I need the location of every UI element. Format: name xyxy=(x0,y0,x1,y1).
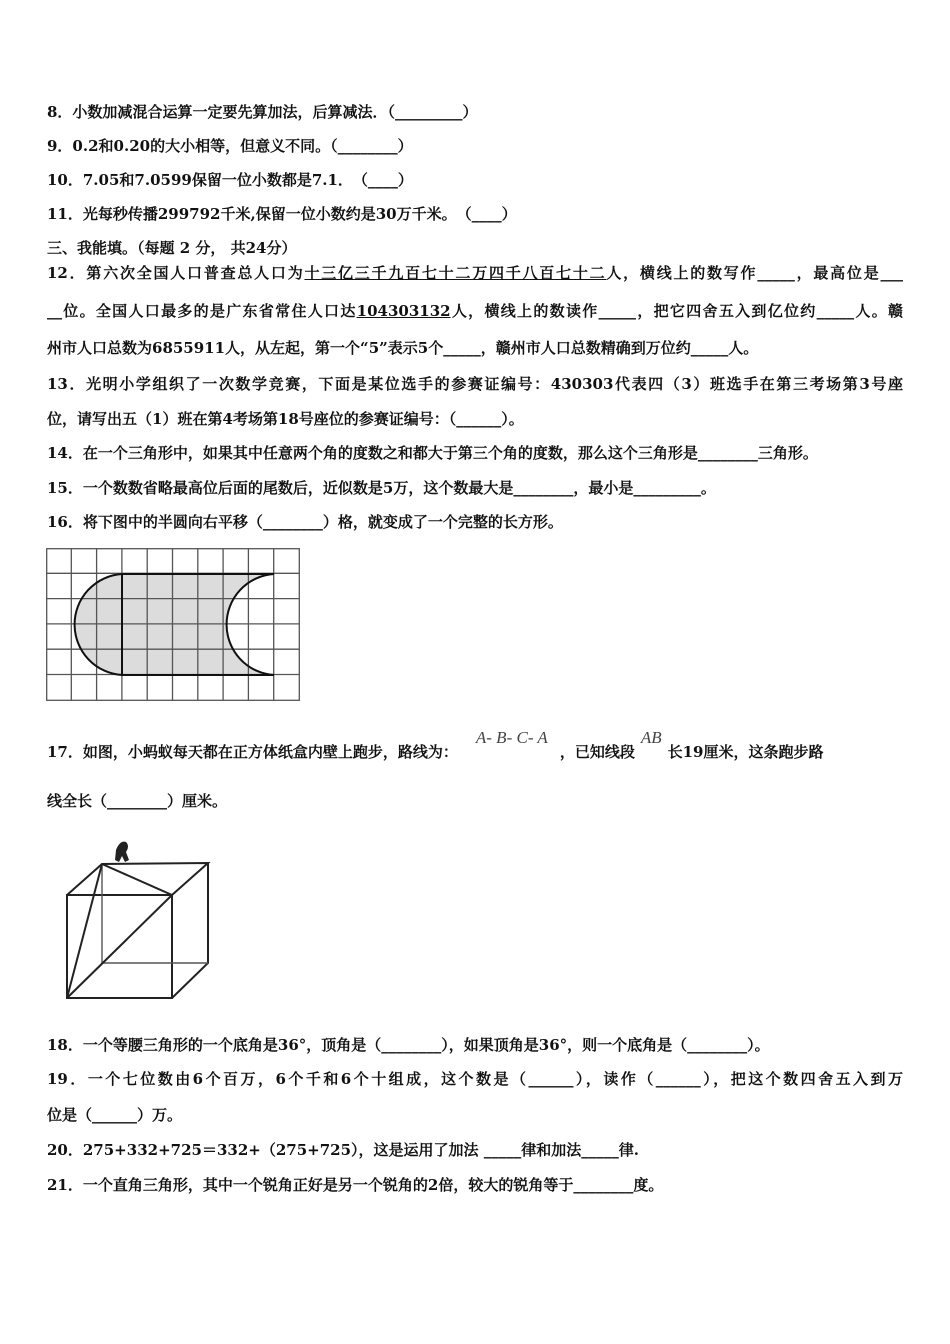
text: __位。全国人口最多的是广东省常住人口达 xyxy=(47,302,357,320)
grid-lines xyxy=(46,548,299,700)
question-8: 8．小数加减混合运算一定要先算加法，后算减法．（_________） xyxy=(47,103,478,121)
question-10: 10．7.05和7.0599保留一位小数都是7.1． （____） xyxy=(47,171,413,189)
question-17-line2: 线全长（________）厘米。 xyxy=(47,792,228,810)
question-15: 15．一个数数省略最高位后面的尾数后，近似数是5万，这个数最大是________，最小是_________。 xyxy=(47,479,716,497)
text: 人，横线上的数读作_____，把它四舍五入到亿位约_____人。赣 xyxy=(450,302,903,320)
question-12-line2 xyxy=(47,301,903,321)
segment-formula: AB xyxy=(640,728,662,747)
text: 人，横线上的数写作_____，最高位是___ xyxy=(606,264,903,282)
question-19-line1: 19．一个七位数由6个百万，6个千和6个十组成，这个数是（______），读作（______），把这个数四舍五入到万 xyxy=(47,1070,903,1088)
question-20: 20．275+332+725＝332+（275+725），这是运用了加法 _____律和加法_____律. xyxy=(47,1141,639,1159)
text: ，已知线段 xyxy=(559,743,635,761)
text: 长19厘米，这条跑步路 xyxy=(667,743,824,761)
question-13-line2: 位，请写出五（1）班在第4考场第18号座位的参赛证编号：（______）。 xyxy=(47,410,524,428)
question-17-line1 xyxy=(47,728,824,762)
question-19-line2: 位是（______）万。 xyxy=(47,1106,183,1124)
question-12-line1 xyxy=(47,263,903,283)
grid-figure xyxy=(46,548,300,702)
section-3-heading: 三、我能填。（每题 2 分， 共24分） xyxy=(47,239,297,257)
question-11: 11．光每秒传播299792千米,保留一位小数约是30万千米。 （____） xyxy=(47,205,517,223)
question-14: 14．在一个三角形中，如果其中任意两个角的度数之和都大于第三个角的度数，那么这个三角形是________三角形。 xyxy=(47,444,818,462)
question-21: 21．一个直角三角形，其中一个锐角正好是另一个锐角的2倍，较大的锐角等于________度。 xyxy=(47,1176,664,1194)
underlined-number: 十三亿三千九百七十二万四千八百七十二 xyxy=(304,264,607,282)
ant-icon xyxy=(115,842,129,862)
question-18: 18．一个等腰三角形的一个底角是36°，顶角是（________），如果顶角是36°，则一个底角是（________）。 xyxy=(47,1036,770,1054)
cube-figure xyxy=(45,825,225,1015)
question-13-line1: 13．光明小学组织了一次数学竞赛，下面是某位选手的参赛证编号：430303代表四（3）班选手在第三考场第3号座 xyxy=(47,375,903,393)
underlined-number: 104303132 xyxy=(356,302,451,320)
text: 12．第六次全国人口普查总人口为 xyxy=(47,264,305,282)
text: 17．如图，小蚂蚁每天都在正方体纸盒内壁上跑步，路线为： xyxy=(47,743,458,761)
question-16: 16．将下图中的半圆向右平移（________）格，就变成了一个完整的长方形。 xyxy=(47,513,563,531)
question-9: 9．0.2和0.20的大小相等，但意义不同。（________） xyxy=(47,137,413,155)
route-formula: A- B- C- A xyxy=(475,728,548,747)
question-12-line3: 州市人口总数为6855911人，从左起，第一个“5”表示5个_____，赣州市人口总数精确到万位约_____人。 xyxy=(47,339,759,357)
